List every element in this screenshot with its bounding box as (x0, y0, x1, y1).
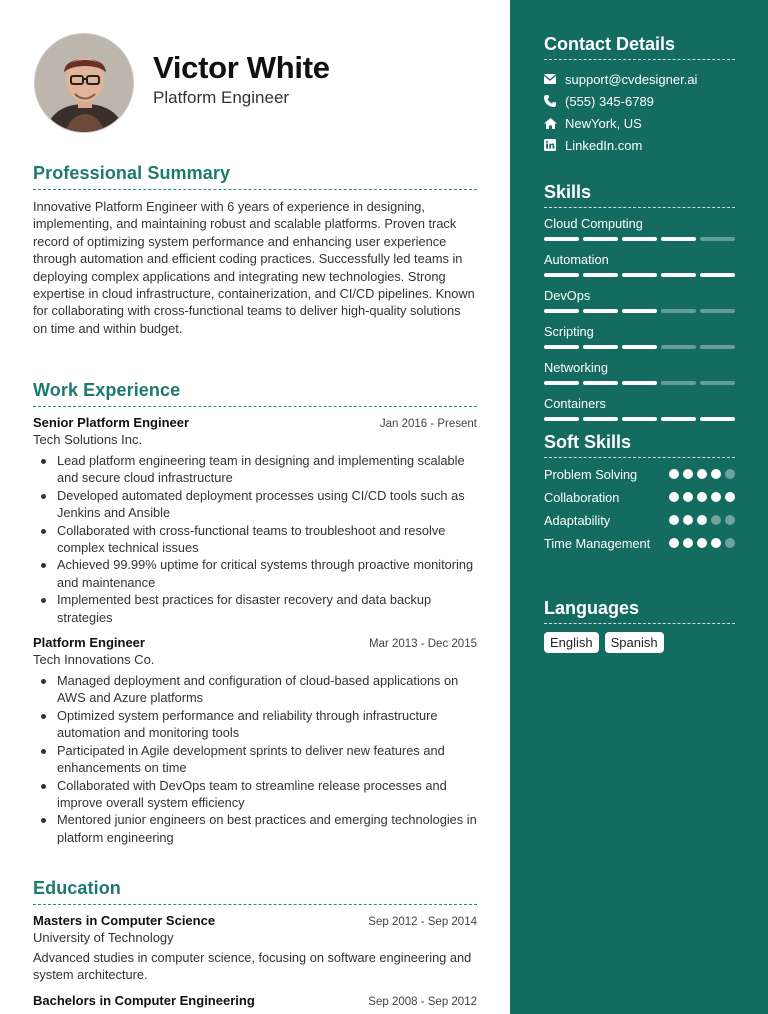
degree-title: Masters in Computer Science (33, 913, 216, 928)
contact-location: NewYork, US (544, 112, 735, 134)
job-title: Platform Engineer (33, 635, 145, 651)
job-bullets (33, 672, 477, 846)
skill-item (544, 324, 735, 349)
skill-level-bar (544, 273, 735, 277)
phone-icon (544, 95, 565, 107)
section-heading: Contact Details (544, 34, 735, 60)
skill-name: Containers (544, 396, 606, 411)
skill-name: DevOps (544, 288, 591, 303)
rating-dot (683, 538, 693, 548)
skill-item (544, 360, 735, 385)
soft-skill-rating (669, 515, 735, 525)
summary-section (33, 163, 477, 337)
languages-section (544, 598, 735, 653)
skill-level-bar (544, 417, 735, 421)
skill-level-segment (661, 237, 696, 241)
soft-skill-item (544, 512, 735, 529)
skills-list (544, 216, 735, 421)
skill-level-segment (622, 381, 657, 385)
language-tag: English (544, 632, 599, 653)
soft-skill-item (544, 535, 735, 552)
skill-level-segment (622, 309, 657, 313)
rating-dot (669, 469, 679, 479)
skill-level-segment (622, 345, 657, 349)
envelope-icon (544, 74, 565, 84)
skill-level-segment (700, 345, 735, 349)
candidate-title: Platform Engineer (153, 88, 290, 107)
job-title: Senior Platform Engineer (33, 415, 190, 430)
skill-level-segment (700, 381, 735, 385)
skill-level-segment (661, 273, 696, 277)
soft-skill-name: Time Management (544, 536, 651, 551)
skill-item (544, 252, 735, 277)
skill-level-segment (583, 237, 618, 241)
education-section (33, 878, 477, 1008)
list-item: Implemented best practices for disaster recovery and data backup strategies (57, 591, 477, 626)
rating-dot (711, 538, 721, 548)
rating-dot (683, 469, 693, 479)
rating-dot (683, 515, 693, 525)
soft-skills-section (544, 432, 735, 558)
contact-email[interactable]: support@cvdesigner.ai (544, 68, 735, 90)
school-name: University of Technology (33, 930, 174, 945)
rating-dot (697, 469, 707, 479)
avatar (34, 33, 134, 133)
soft-skill-item (544, 489, 735, 506)
skill-level-segment (700, 237, 735, 241)
skill-name: Cloud Computing (544, 216, 643, 231)
skill-level-bar (544, 381, 735, 385)
list-item: Managed deployment and configuration of cloud-based applications on AWS and Azure platforms (57, 672, 477, 707)
skill-name: Automation (544, 252, 609, 267)
skill-level-segment (661, 381, 696, 385)
soft-skills-list (544, 466, 735, 552)
rating-dot (725, 515, 735, 525)
job-entry (33, 635, 477, 846)
skill-level-segment (622, 273, 657, 277)
rating-dot (725, 538, 735, 548)
skill-level-segment (661, 417, 696, 421)
rating-dot (711, 492, 721, 502)
skill-item (544, 288, 735, 313)
rating-dot (711, 515, 721, 525)
rating-dot (725, 492, 735, 502)
education-description: Advanced studies in computer science, focusing on software engineering and system architecture. (33, 950, 472, 983)
list-item: Achieved 99.99% uptime for critical systems through proactive monitoring and maintenance (57, 556, 477, 591)
soft-skill-rating (669, 538, 735, 548)
job-bullets (33, 452, 477, 626)
skill-level-segment (661, 345, 696, 349)
list-item: Collaborated with DevOps team to streamline release processes and improve overall system efficiency (57, 777, 477, 812)
contact-phone[interactable]: (555) 345-6789 (544, 90, 735, 112)
rating-dot (669, 538, 679, 548)
skill-level-bar (544, 237, 735, 241)
skill-name: Networking (544, 360, 609, 375)
skill-level-segment (700, 273, 735, 277)
list-item: Participated in Agile development sprints to deliver new features and enhancements on time (57, 742, 477, 777)
section-heading: Education (33, 878, 477, 905)
skill-level-segment (583, 309, 618, 313)
languages-list (544, 632, 735, 653)
experience-section (33, 380, 477, 846)
education-entry (33, 913, 477, 984)
sidebar (510, 0, 768, 1014)
skill-level-segment (544, 309, 579, 313)
skill-item (544, 216, 735, 241)
rating-dot (669, 515, 679, 525)
home-icon (544, 118, 565, 129)
skill-level-segment (661, 309, 696, 313)
section-heading: Soft Skills (544, 432, 735, 458)
contact-section (544, 34, 735, 156)
skill-item (544, 396, 735, 421)
job-company: Tech Solutions Inc. (33, 432, 143, 447)
skill-level-segment (544, 237, 579, 241)
skill-level-bar (544, 345, 735, 349)
skill-level-segment (583, 345, 618, 349)
soft-skill-name: Adaptability (544, 513, 611, 528)
soft-skill-rating (669, 492, 735, 502)
list-item: Collaborated with cross-functional teams to troubleshoot and resolve complex technical issues (57, 522, 477, 557)
header (33, 0, 477, 160)
education-date: Sep 2012 - Sep 2014 (368, 916, 477, 928)
list-item: Lead platform engineering team in designing and implementing scalable and secure cloud infrastructure (57, 452, 477, 487)
list-item: Optimized system performance and reliability through infrastructure automation and monitoring tools (57, 707, 477, 742)
rating-dot (669, 492, 679, 502)
rating-dot (697, 492, 707, 502)
candidate-name: Victor White (153, 50, 330, 85)
rating-dot (683, 492, 693, 502)
skill-name: Scripting (544, 324, 594, 339)
soft-skill-name: Problem Solving (544, 467, 638, 482)
skill-level-segment (583, 417, 618, 421)
job-company: Tech Innovations Co. (33, 652, 155, 668)
job-date: Mar 2013 - Dec 2015 (368, 638, 477, 651)
skill-level-segment (544, 381, 579, 385)
rating-dot (697, 538, 707, 548)
section-heading: Work Experience (33, 380, 477, 407)
skill-level-segment (544, 417, 579, 421)
skill-level-segment (622, 237, 657, 241)
skill-level-segment (700, 309, 735, 313)
section-heading: Professional Summary (33, 163, 477, 190)
section-heading: Languages (544, 598, 735, 624)
education-date: Sep 2008 - Sep 2012 (368, 995, 477, 1008)
contact-linkedin[interactable]: LinkedIn.com (544, 134, 735, 156)
degree-title: Bachelors in Computer Engineering (33, 992, 255, 1008)
soft-skill-item (544, 466, 735, 483)
skill-level-segment (700, 417, 735, 421)
skill-level-segment (583, 381, 618, 385)
job-entry (33, 415, 477, 626)
skills-section (544, 182, 735, 432)
section-heading: Skills (544, 182, 735, 208)
skill-level-segment (544, 273, 579, 277)
skill-level-segment (622, 417, 657, 421)
education-entry (33, 993, 477, 1008)
summary-text: Innovative Platform Engineer with 6 years of experience in designing, implementing, and maintaining robust and scalable platforms. Proven track record of optimizing system performance and enhancing user experience through automation and efficient coding practices. Successfully led teams in deploying complex applications and integrating new technologies. Strong expertise in cloud infrastructure, containerization, and CI/CD pipelines. Known for collaborating with cross-functional teams to deliver high-quality solutions on time and within budget. (33, 199, 475, 336)
job-date: Jan 2016 - Present (379, 418, 477, 430)
soft-skill-rating (669, 469, 735, 479)
list-item: Developed automated deployment processes using CI/CD tools such as Jenkins and Ansible (57, 487, 477, 522)
skill-level-segment (544, 345, 579, 349)
rating-dot (711, 469, 721, 479)
list-item: Mentored junior engineers on best practices and emerging technologies in platform engineering (57, 812, 477, 845)
language-tag: Spanish (605, 632, 664, 653)
rating-dot (725, 469, 735, 479)
rating-dot (697, 515, 707, 525)
skill-level-bar (544, 309, 735, 313)
soft-skill-name: Collaboration (544, 490, 620, 505)
skill-level-segment (583, 273, 618, 277)
linkedin-icon (544, 139, 565, 151)
